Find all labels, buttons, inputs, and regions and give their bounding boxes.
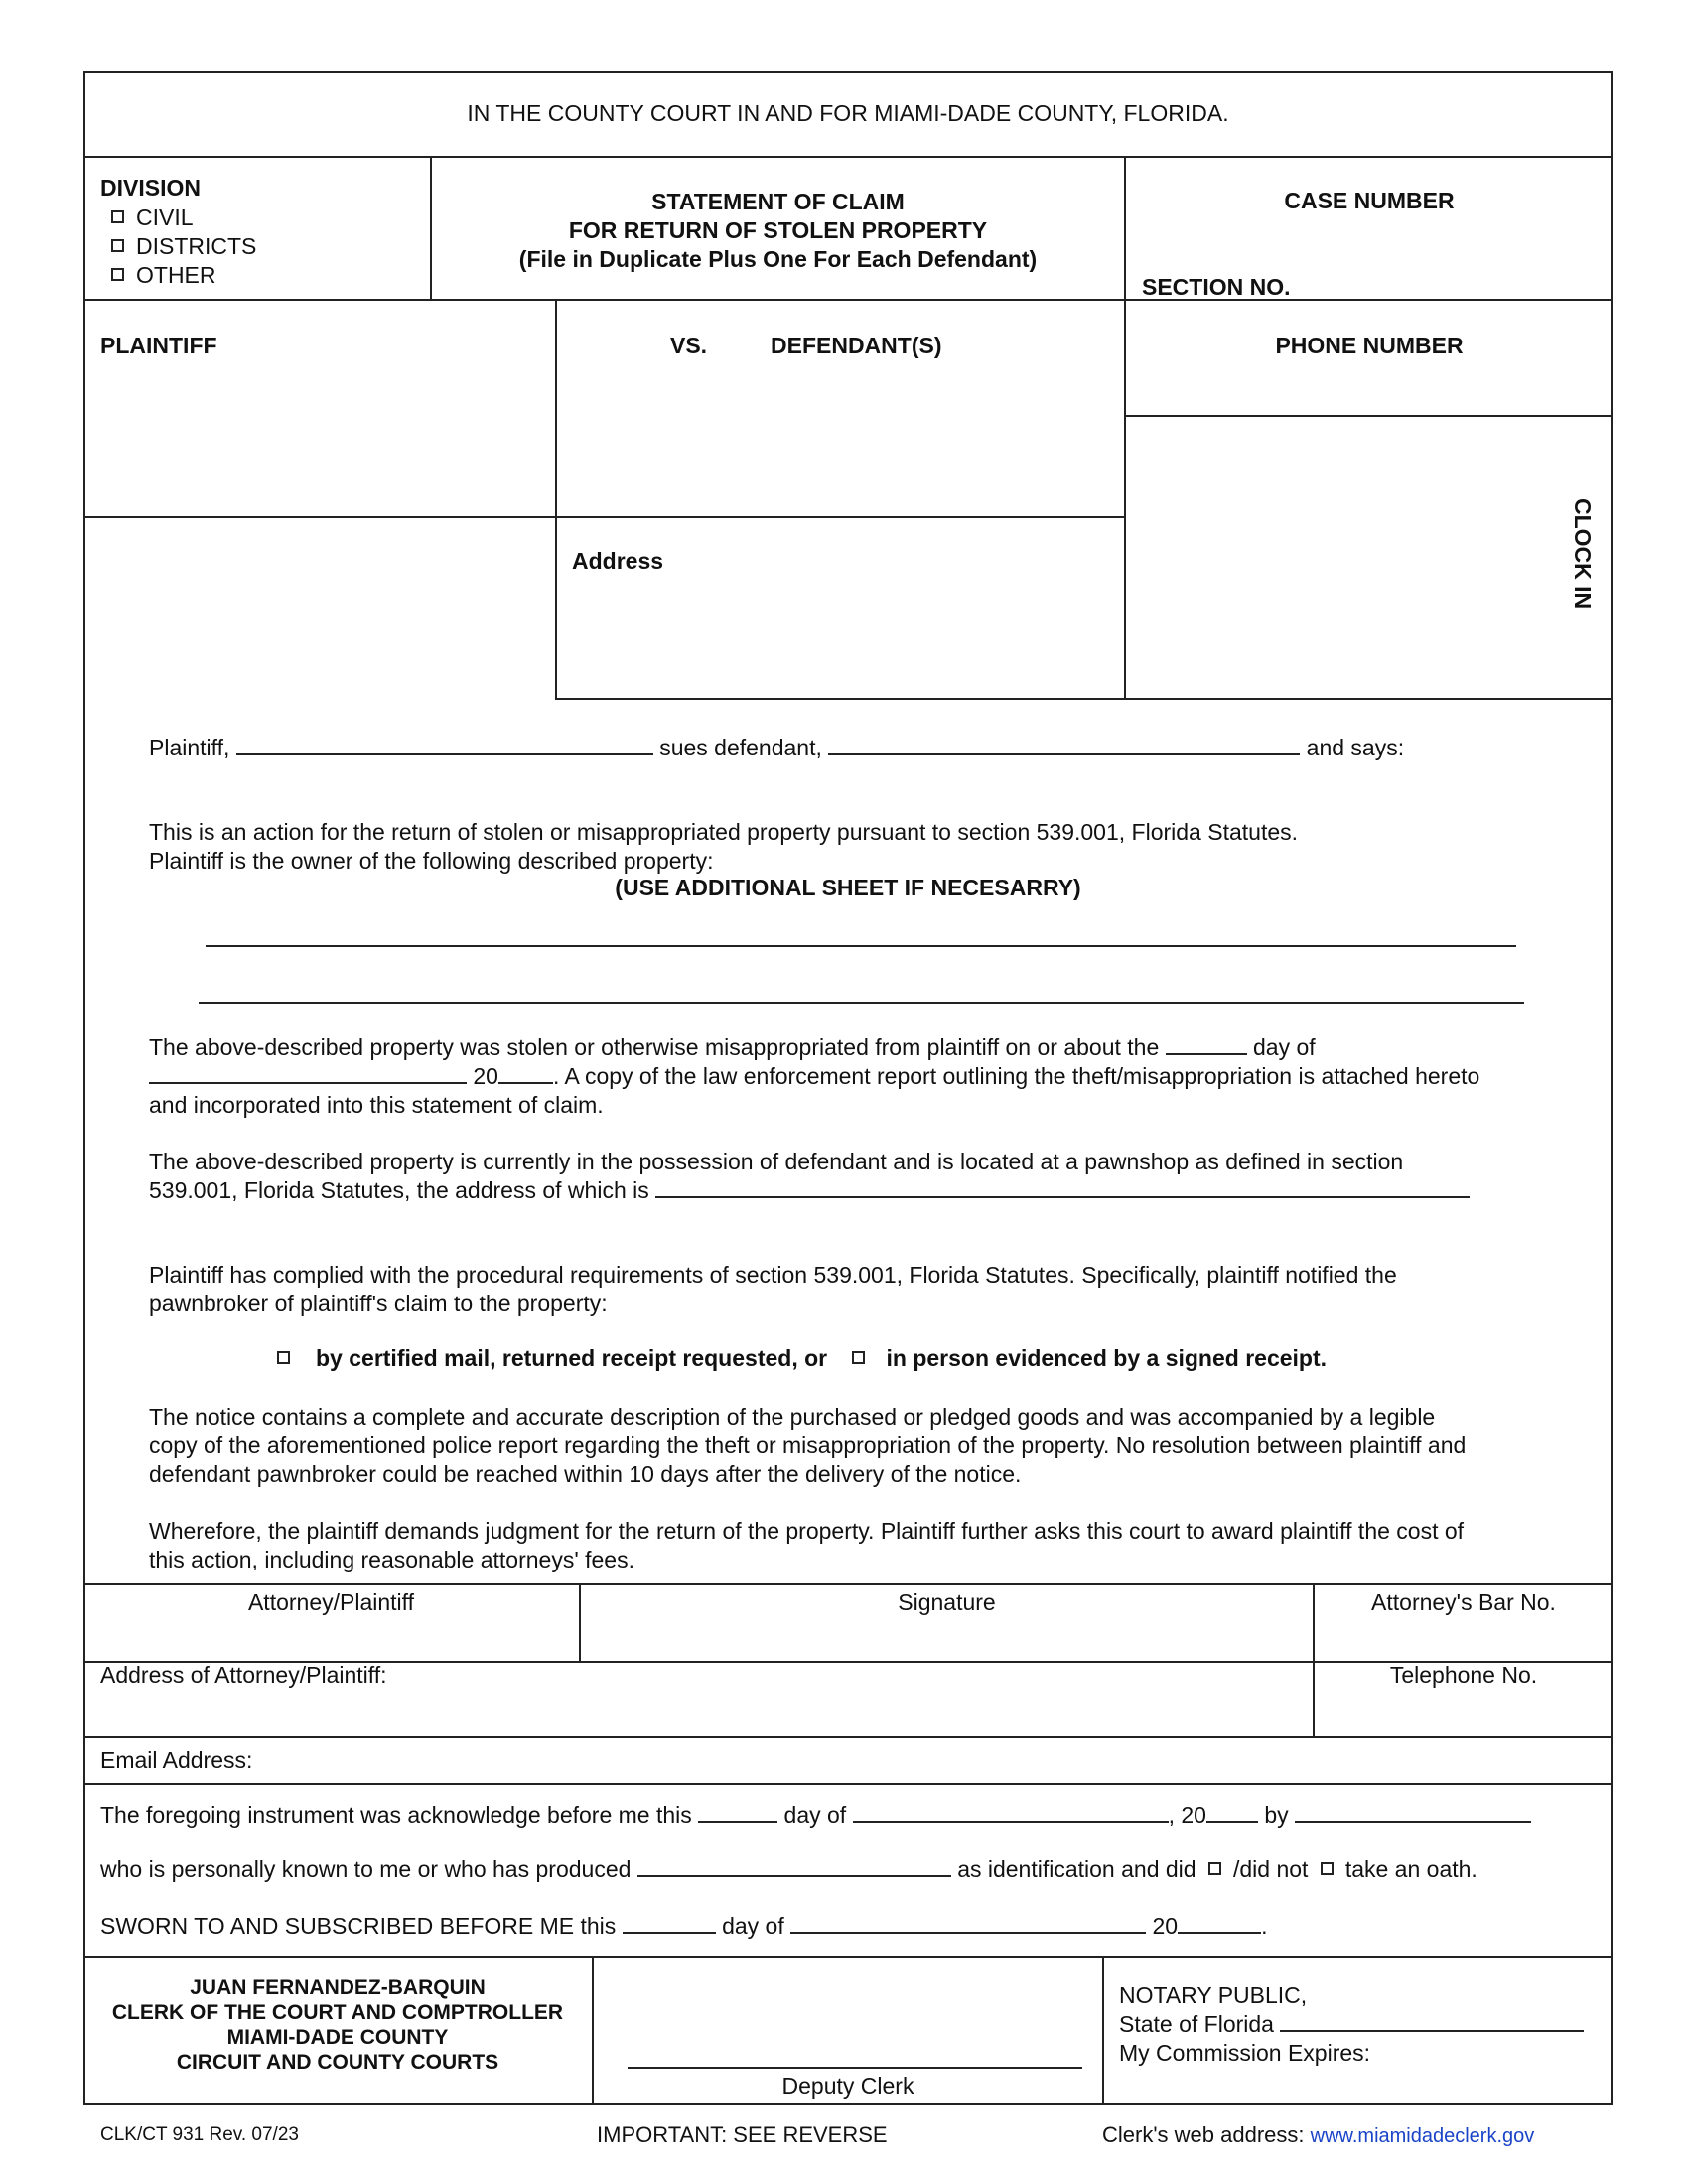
bar-number-label: Attorney's Bar No. [1371, 1589, 1556, 1615]
property-description-line[interactable] [199, 1002, 1524, 1004]
divider [1124, 156, 1126, 698]
division-option-districts[interactable]: DISTRICTS [111, 232, 256, 261]
notary-block: NOTARY PUBLIC, State of Florida My Commission Expires: [1119, 1981, 1584, 2068]
oath-did-checkbox[interactable] [1208, 1862, 1221, 1875]
vs-label: VS. [670, 333, 708, 358]
notary-state-field[interactable] [1280, 2010, 1584, 2032]
pawnshop-address-field[interactable] [655, 1176, 1470, 1198]
address-label: Address [572, 548, 664, 574]
sworn-day-field[interactable] [623, 1912, 716, 1934]
important-note: IMPORTANT: SEE REVERSE [597, 2122, 888, 2147]
checkbox-icon[interactable] [852, 1351, 865, 1364]
property-description-line[interactable] [206, 945, 1516, 947]
notice-paragraph: The notice contains a complete and accurate description of the purchased or pledged goods and was accompanied by a legible copy of the aforementioned police report regarding the theft or misappropriation of the property. No resolution between plaintiff and defendant pawnbroker could be reached within 10 days after the delivery of the notice. [149, 1404, 1467, 1487]
divider [83, 516, 1124, 518]
oath-did-not-checkbox[interactable] [1321, 1862, 1334, 1875]
plaintiff-name-field[interactable] [236, 734, 653, 755]
form-title: STATEMENT OF CLAIM FOR RETURN OF STOLEN PROPERTY (File in Duplicate Plus One For Each Defendant) [518, 189, 1038, 272]
notice-method-options [277, 1345, 1327, 1372]
action-paragraph: This is an action for the return of stolen or misappropriated property pursuant to section 539.001, Florida Statutes. Plaintiff is the owner of the following described property: [149, 819, 1299, 874]
option-in-person[interactable]: in person evidenced by a signed receipt. [852, 1345, 1328, 1371]
divider [83, 1783, 1613, 1785]
deputy-clerk-signature-line[interactable] [628, 2067, 1082, 2069]
identification-field[interactable] [637, 1855, 951, 1877]
acknowledgment-line: The foregoing instrument was acknowledge before me this day of , 20 by [100, 1801, 1531, 1829]
division-option-civil[interactable]: CIVIL [111, 204, 256, 232]
additional-sheet-note: (USE ADDITIONAL SHEET IF NECESARRY) [615, 875, 1081, 900]
clerk-info: JUAN FERNANDEZ-BARQUIN CLERK OF THE COURT AND COMPTROLLER MIAMI-DADE COUNTY CIRCUIT AND COUNTY COURTS [111, 1977, 564, 2074]
checkbox-icon[interactable] [111, 210, 124, 223]
divider [555, 299, 557, 699]
attorney-address-label: Address of Attorney/Plaintiff: [100, 1662, 387, 1688]
email-label: Email Address: [100, 1747, 253, 1773]
ack-by-field[interactable] [1295, 1801, 1531, 1823]
divider [83, 1583, 1613, 1585]
deputy-clerk-label: Deputy Clerk [781, 2073, 914, 2099]
divider [1124, 415, 1613, 417]
case-number-label: CASE NUMBER [1284, 188, 1455, 213]
sworn-line: SWORN TO AND SUBSCRIBED BEFORE ME this day of 20 . [100, 1913, 1268, 1939]
stolen-paragraph: The above-described property was stolen or otherwise misappropriated from plaintiff on or about the day of 20 . A copy of the law enforcement report outlining the theft/misappropriation is attached hereto and incorporated into this statement of claim. [149, 1034, 1480, 1118]
wherefore-paragraph: Wherefore, the plaintiff demands judgment for the return of the property. Plaintiff further asks this court to award plaintiff the cost of this action, including reasonable attorneys' fees. [149, 1518, 1465, 1572]
divider [83, 1736, 1613, 1738]
divider [83, 156, 1613, 158]
complied-paragraph: Plaintiff has complied with the procedural requirements of section 539.001, Florida Statutes. Specifically, plaintiff notified the pawnbroker of plaintiff's claim to the property: [149, 1262, 1397, 1316]
telephone-label: Telephone No. [1389, 1662, 1538, 1688]
division-options [111, 204, 256, 290]
signature-label: Signature [898, 1589, 996, 1615]
divider [83, 299, 1613, 301]
defendants-label: DEFENDANT(S) [771, 333, 942, 358]
plaintiff-label: PLAINTIFF [100, 333, 217, 358]
form-id: CLK/CT 931 Rev. 07/23 [100, 2124, 299, 2145]
sues-line: Plaintiff, sues defendant, and says: [149, 735, 1405, 760]
sworn-year-field[interactable] [1178, 1912, 1261, 1934]
clock-in-label: CLOCK IN [1570, 498, 1596, 610]
section-no-label: SECTION NO. [1142, 274, 1291, 300]
checkbox-icon[interactable] [111, 239, 124, 252]
divider [83, 1956, 1613, 1958]
sworn-month-field[interactable] [790, 1912, 1146, 1934]
court-heading: IN THE COUNTY COURT IN AND FOR MIAMI-DADE COUNTY, FLORIDA. [467, 100, 1229, 126]
division-option-other[interactable]: OTHER [111, 261, 256, 290]
year-field[interactable] [498, 1062, 553, 1084]
month-field[interactable] [149, 1062, 467, 1084]
attorney-plaintiff-label: Attorney/Plaintiff [247, 1589, 415, 1615]
phone-number-label: PHONE NUMBER [1275, 333, 1464, 358]
checkbox-icon[interactable] [277, 1351, 290, 1364]
clerk-website-link[interactable]: www.miamidadeclerk.gov [1310, 2125, 1535, 2147]
ack-year-field[interactable] [1206, 1801, 1258, 1823]
divider [1102, 1956, 1104, 2105]
checkbox-icon[interactable] [111, 268, 124, 281]
ack-day-field[interactable] [698, 1801, 777, 1823]
web-address: Clerk's web address: www.miamidadeclerk.gov [1102, 2122, 1535, 2147]
option-certified-mail[interactable]: by certified mail, returned receipt requested, or [277, 1345, 827, 1371]
possession-paragraph: The above-described property is currently in the possession of defendant and is located at a pawnshop as defined in section 539.001, Florida Statutes, the address of which is [149, 1148, 1470, 1205]
day-field[interactable] [1166, 1033, 1247, 1055]
defendant-name-field[interactable] [828, 734, 1300, 755]
division-label: DIVISION [100, 175, 201, 201]
ack-month-field[interactable] [853, 1801, 1169, 1823]
divider [555, 698, 1613, 700]
identification-line: who is personally known to me or who has produced as identification and did /did not take an oath. [100, 1856, 1477, 1882]
